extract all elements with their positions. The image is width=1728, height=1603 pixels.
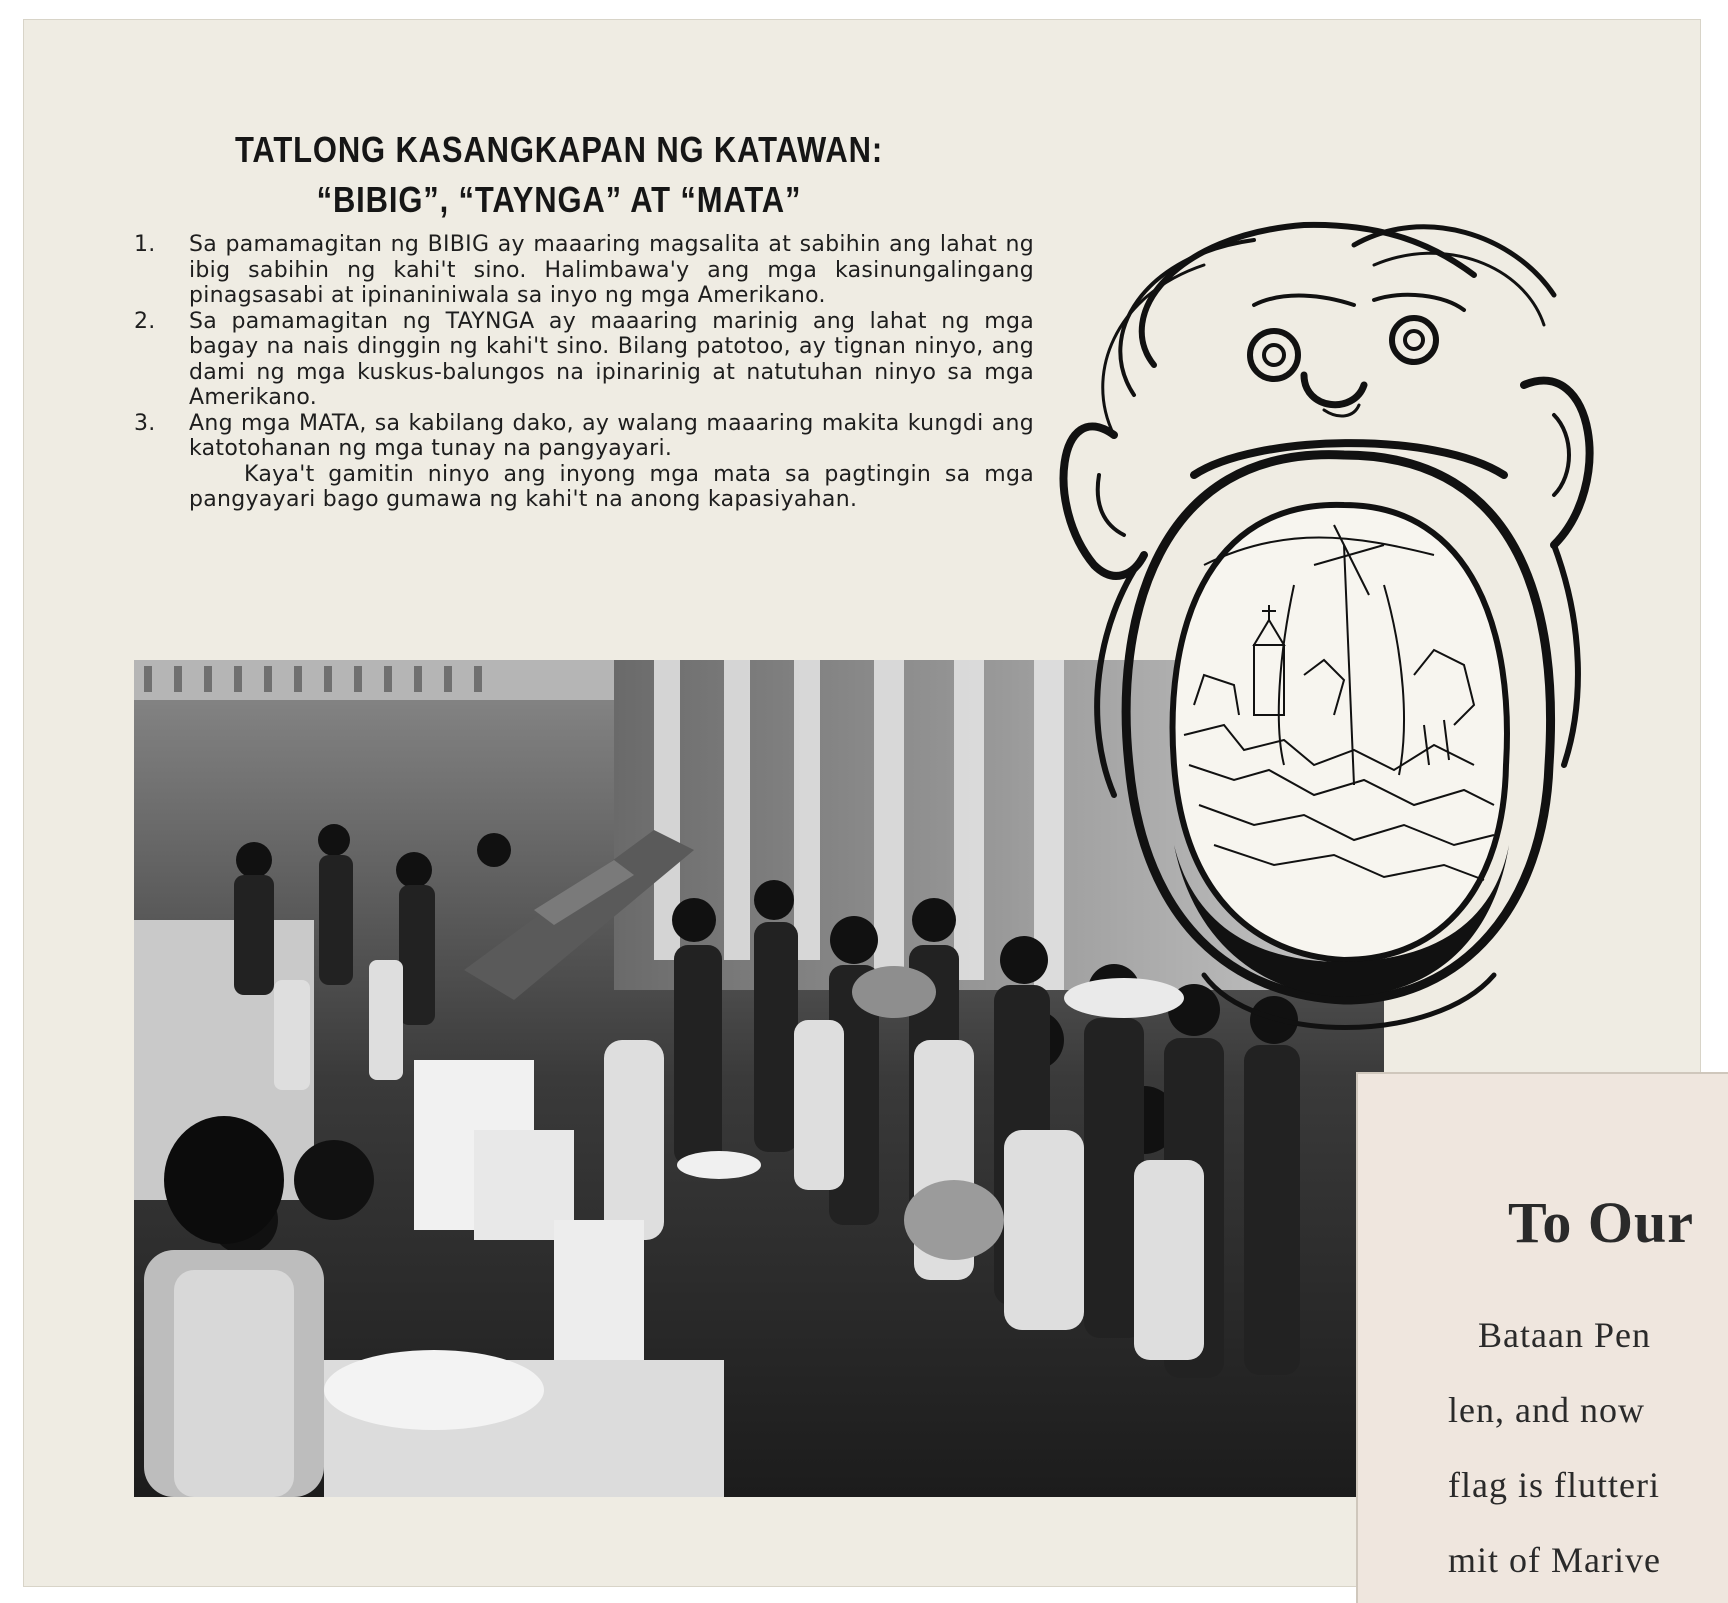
leaflet-title: [99, 125, 1019, 225]
item-text: Sa pamamagitan ng TAYNGA ay maaaring marinig ang lahat ng mga bagay na nais dinggin ng kahi't sino. Bilang patotoo, ay tignan ninyo, ang dami ng mga kuskus-balungos na ipinarinig at natutuhan ninyo sa mga Amerikano.: [189, 308, 1034, 410]
numbered-list: [134, 232, 1034, 513]
list-item: [134, 411, 1034, 513]
card-line: len, and now: [1448, 1390, 1645, 1430]
item-number: 3.: [134, 410, 156, 436]
card-line: Bataan Pen: [1478, 1315, 1651, 1355]
item-text: Sa pamamagitan ng BIBIG ay maaaring magsalita at sabihin ang lahat ng ibig sabihin ng kahi't sino. Halimbawa'y ang mga kasinungalingang pinagsasabi at ipinaniniwala sa inyo ng mga Amerikano.: [189, 232, 1034, 308]
title-line-1: TATLONG KASANGKAPAN NG KATAWAN:: [234, 129, 884, 170]
item-number: 2.: [134, 308, 156, 334]
card-title: To Our: [1508, 1190, 1694, 1255]
list-item: [134, 232, 1034, 309]
open-mouth-face-cartoon: [1054, 205, 1634, 1089]
overlapping-card: [1356, 1072, 1728, 1603]
item-continuation: Kaya't gamitin ninyo ang inyong mga mata sa pagtingin sa mga pangyayari bago gumawa ng kahi't na anong kapasiyahan.: [189, 461, 1034, 512]
cartoon-face-icon: [1054, 205, 1634, 1085]
title-line-2: “BIBIG”, “TAYNGA” AT “MATA”: [316, 179, 802, 220]
card-line: mit of Marive: [1448, 1540, 1661, 1580]
card-line: flag is flutteri: [1448, 1465, 1660, 1505]
item-number: 1.: [134, 232, 156, 257]
list-item: [134, 309, 1034, 411]
item-text: Ang mga MATA, sa kabilang dako, ay walang maaaring makita kungdi ang katotohanan ng mga tunay na pangyayari.: [189, 410, 1034, 461]
